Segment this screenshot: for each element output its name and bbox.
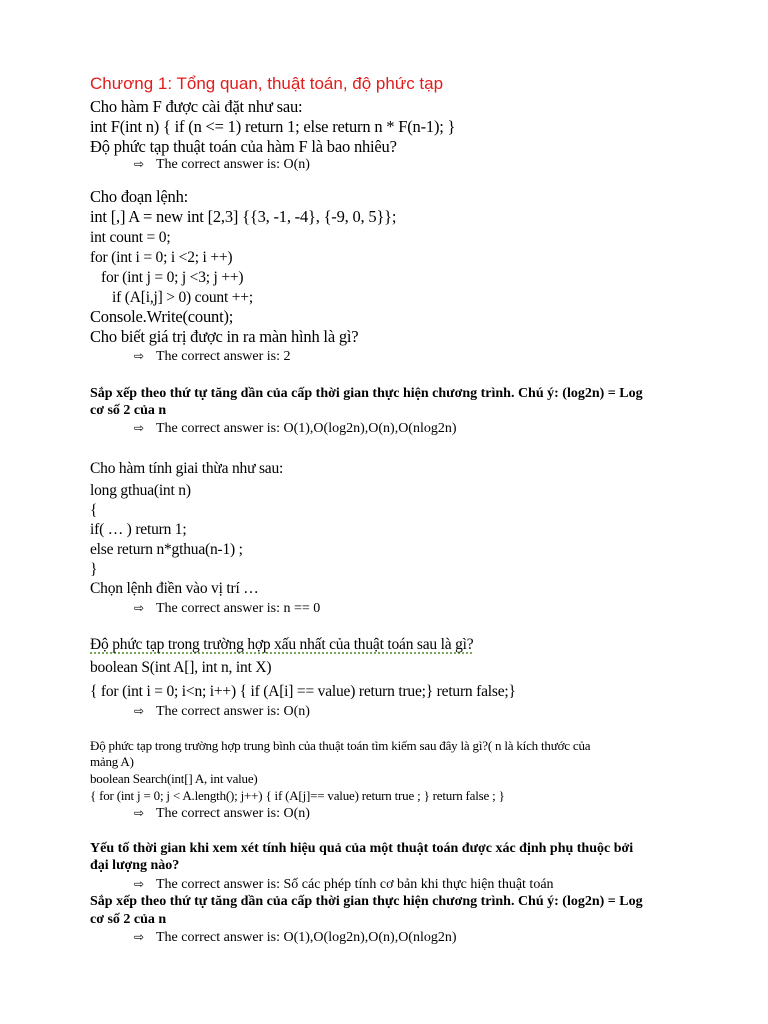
question-text: Cho hàm tính giai thừa như sau: [90,460,284,477]
answer-text: The correct answer is: O(n) [156,157,310,172]
code-line: if (A[i,j] > 0) count ++; [90,289,253,306]
code-line: for (int i = 0; i <2; i ++) [90,249,233,266]
chapter-heading: Chương 1: Tổng quan, thuật toán, độ phức tạp [90,74,444,93]
question-text: mảng A) [90,754,134,769]
question-text: Sắp xếp theo thứ tự tăng dần của cấp thời gian thực hiện chương trình. Chú ý: (log2n) = Log [90,894,643,909]
code-line: { [90,502,98,519]
answer-line [134,930,457,946]
question-text: Độ phức tạp thuật toán của hàm F là bao nhiêu? [90,137,397,156]
answer-line [134,421,457,437]
code-line: else return n*gthua(n-1) ; [90,541,243,558]
arrow-right-icon: ⇨ [134,421,145,435]
question-text: Sắp xếp theo thứ tự tăng dần của cấp thời gian thực hiện chương trình. Chú ý: (log2n) = Log [90,386,643,401]
answer-text: The correct answer is: O(n) [156,806,310,821]
question-text: đại lượng nào? [90,858,180,873]
arrow-right-icon: ⇨ [134,930,145,944]
code-line: boolean S(int A[], int n, int X) [90,659,272,676]
answer-line [134,349,291,365]
code-line: Console.Write(count); [90,307,234,326]
question-text: Cho biết giá trị được in ra màn hình là gì? [90,327,359,346]
question-text: cơ số 2 của n [90,403,167,418]
arrow-right-icon: ⇨ [134,877,145,891]
code-line: long gthua(int n) [90,482,191,499]
answer-text: The correct answer is: Số các phép tính cơ bản khi thực hiện thuật toán [156,877,554,892]
code-line: int count = 0; [90,229,171,246]
code-line: int F(int n) { if (n <= 1) return 1; else return n * F(n-1); } [90,117,456,136]
answer-line [134,601,320,617]
code-line: { for (int j = 0; j < A.length(); j++) { if (A[j]== value) return true ; } return false ; } [90,788,505,803]
arrow-right-icon: ⇨ [134,601,145,615]
answer-line [134,806,310,822]
answer-text: The correct answer is: O(1),O(log2n),O(n),O(nlog2n) [156,930,457,945]
answer-line [134,704,310,720]
answer-text: The correct answer is: O(n) [156,704,310,719]
code-line: if( … ) return 1; [90,521,187,538]
answer-text: The correct answer is: 2 [156,349,291,364]
arrow-right-icon: ⇨ [134,157,145,171]
arrow-right-icon: ⇨ [134,806,145,820]
code-line: int [,] A = new int [2,3] {{3, -1, -4}, {-9, 0, 5}}; [90,207,397,226]
question-text: Cho đoạn lệnh: [90,187,189,206]
answer-text: The correct answer is: n == 0 [156,601,321,616]
question-text: Độ phức tạp trong trường hợp xấu nhất của thuật toán sau là gì? [90,636,474,653]
code-line: for (int j = 0; j <3; j ++) [90,269,244,286]
question-text: cơ số 2 của n [90,912,167,927]
arrow-right-icon: ⇨ [134,704,145,718]
question-text: Độ phức tạp trong trường hợp trung bình của thuật toán tìm kiếm sau đây là gì?( n là kích thước của [90,738,591,753]
question-text: Chọn lệnh điền vào vị trí … [90,580,259,597]
answer-line [134,157,310,173]
question-text: Cho hàm F được cài đặt như sau: [90,97,303,116]
code-line: { for (int i = 0; i<n; i++) { if (A[i] == value) return true;} return false;} [90,683,516,700]
code-line: boolean Search(int[] A, int value) [90,771,258,786]
question-text: Yếu tố thời gian khi xem xét tính hiệu quả của một thuật toán được xác định phụ thuộc bởi [90,841,634,856]
answer-line [134,877,554,893]
answer-text: The correct answer is: O(1),O(log2n),O(n),O(nlog2n) [156,421,457,436]
code-line: } [90,561,98,578]
arrow-right-icon: ⇨ [134,349,145,363]
